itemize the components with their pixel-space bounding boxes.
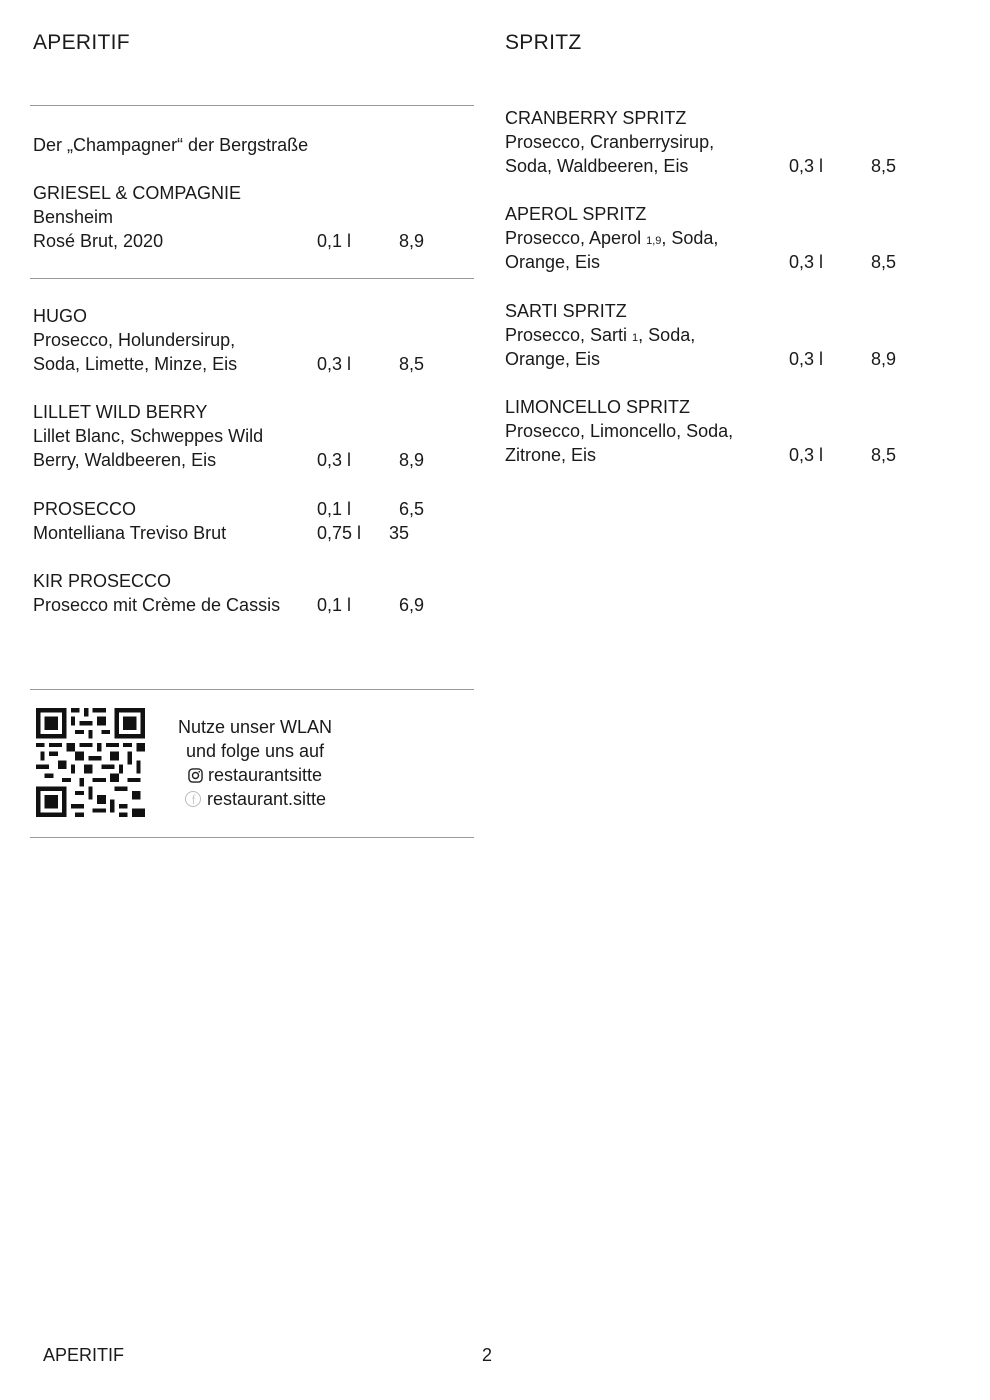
wlan-line-1: Nutze unser WLAN: [177, 717, 333, 737]
item-qty: 0,3 l: [789, 445, 824, 465]
facebook-handle[interactable]: restaurant.sitte: [206, 789, 327, 809]
item-desc: Prosecco mit Crème de Cassis: [33, 595, 281, 615]
item-desc: Prosecco, Cranberrysirup,: [505, 132, 715, 152]
item-desc: Prosecco, Holundersirup,: [33, 330, 236, 350]
item-qty: 0,3 l: [317, 354, 352, 374]
item-qty: 0,3 l: [789, 156, 824, 176]
wlan-line-2: und folge uns auf: [185, 741, 325, 761]
page-number: 2: [482, 1345, 493, 1365]
item-qty: 0,3 l: [317, 450, 352, 470]
instagram-icon: [188, 768, 203, 783]
item-name: PROSECCO: [33, 499, 137, 519]
footer-section-label: APERITIF: [43, 1345, 125, 1365]
menu-item-kir-prosecco: [33, 569, 474, 617]
item-price: 8,5: [871, 445, 897, 465]
menu-item-aperol-spritz: [505, 202, 945, 274]
instagram-handle-row[interactable]: [165, 763, 345, 787]
item-price: 8,9: [399, 231, 425, 251]
aperitif-heading: APERITIF: [33, 31, 130, 54]
item-desc: Lillet Blanc, Schweppes Wild: [33, 426, 264, 446]
spritz-heading: SPRITZ: [505, 31, 582, 54]
divider: [30, 105, 474, 106]
wlan-info: [165, 715, 345, 811]
item-price: 6,9: [399, 595, 425, 615]
item-desc: Berry, Waldbeeren, Eis: [33, 450, 217, 470]
menu-item-griesel: [33, 181, 474, 253]
menu-item-lillet: [33, 400, 474, 472]
item-name: GRIESEL & COMPAGNIE: [33, 183, 242, 203]
item-name: LILLET WILD BERRY: [33, 402, 208, 422]
menu-item-hugo: [33, 304, 474, 376]
allergen-note: 1,9: [646, 235, 662, 247]
item-desc: Zitrone, Eis: [505, 445, 597, 465]
item-desc: Prosecco, Sarti: [505, 325, 633, 345]
item-desc: Montelliana Treviso Brut: [33, 523, 227, 543]
item-name: HUGO: [33, 306, 87, 326]
item-name: SARTI SPRITZ: [505, 301, 627, 321]
instagram-handle[interactable]: restaurantsitte: [207, 765, 323, 785]
item-desc: Soda, Limette, Minze, Eis: [33, 354, 238, 374]
item-price: 8,9: [871, 349, 897, 369]
item-name: LIMONCELLO SPRITZ: [505, 397, 691, 417]
menu-item-limoncello-spritz: [505, 395, 945, 467]
item-desc: Prosecco, Aperol: [505, 228, 647, 248]
item-desc: , Soda,: [661, 228, 719, 248]
item-price: 35: [389, 523, 410, 543]
item-desc: Soda, Waldbeeren, Eis: [505, 156, 689, 176]
item-price: 8,9: [399, 450, 425, 470]
item-desc: Rosé Brut, 2020: [33, 231, 164, 251]
item-name: KIR PROSECCO: [33, 571, 172, 591]
item-qty: 0,1 l: [317, 499, 352, 519]
menu-item-cranberry-spritz: [505, 106, 945, 178]
allergen-note: 1: [632, 332, 639, 344]
qr-code-icon[interactable]: [36, 708, 145, 817]
item-name: APEROL SPRITZ: [505, 204, 647, 224]
item-desc: , Soda,: [638, 325, 696, 345]
menu-item-prosecco: [33, 497, 474, 545]
item-qty: 0,3 l: [789, 252, 824, 272]
divider: [30, 278, 474, 279]
facebook-handle-row[interactable]: [165, 787, 345, 811]
item-desc: Orange, Eis: [505, 252, 601, 272]
item-place: Bensheim: [33, 207, 114, 227]
menu-item-sarti-spritz: [505, 299, 945, 371]
item-price: 8,5: [399, 354, 425, 374]
item-price: 6,5: [399, 499, 425, 519]
item-desc: Prosecco, Limoncello, Soda,: [505, 421, 734, 441]
item-qty: 0,1 l: [317, 231, 352, 251]
divider: [30, 689, 474, 690]
item-name: CRANBERRY SPRITZ: [505, 108, 687, 128]
item-qty: 0,1 l: [317, 595, 352, 615]
divider: [30, 837, 474, 838]
item-price: 8,5: [871, 156, 897, 176]
item-desc: Orange, Eis: [505, 349, 601, 369]
item-qty: 0,3 l: [789, 349, 824, 369]
intro-text: Der „Champagner“ der Bergstraße: [33, 135, 309, 155]
item-qty: 0,75 l: [317, 523, 362, 543]
item-price: 8,5: [871, 252, 897, 272]
facebook-icon: [184, 790, 202, 808]
